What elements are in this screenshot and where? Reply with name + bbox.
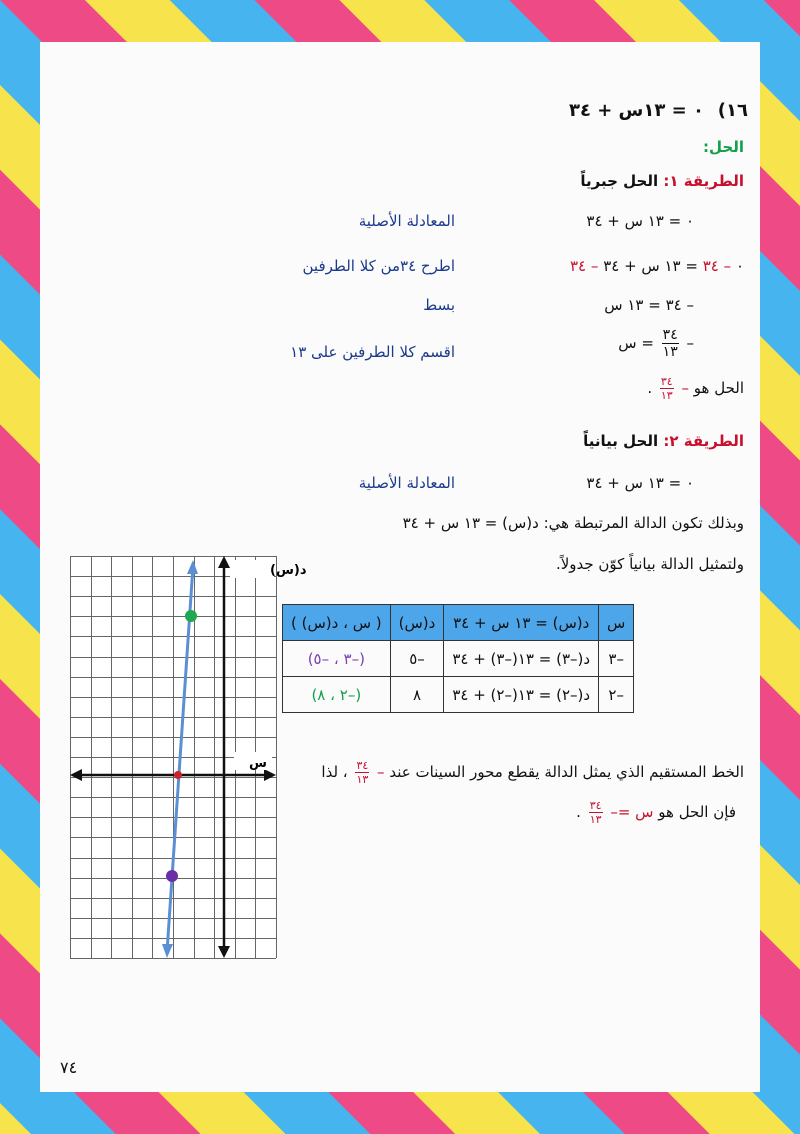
method2-note: المعادلة الأصلية: [358, 474, 455, 492]
y-axis-label: د(س): [270, 563, 307, 578]
conclusion-line1-den: ١٣: [356, 773, 369, 786]
table-cell-pair: (–٢ ، ٨): [283, 677, 391, 713]
method1-answer-num: ٣٤: [660, 375, 673, 388]
step4-eq-end: = س: [618, 334, 654, 352]
method2-title-number: الطريقة ٢:: [663, 432, 744, 450]
function-graph: [70, 556, 307, 958]
step4-equation: [618, 328, 694, 359]
method1-answer-den: ١٣: [660, 389, 673, 402]
y-label-box: [230, 560, 274, 578]
conclusion-line2-num: ٣٤: [589, 799, 602, 812]
function-statement: وبذلك تكون الدالة المرتبطة هي: د(س) = ١٣ س + ٣٤: [402, 514, 744, 532]
conclusion-line2-end: .: [576, 803, 581, 821]
step2-equation: [570, 257, 744, 275]
conclusion-line2-fraction: [589, 800, 603, 825]
conclusion-line2-start: فإن الحل هو: [658, 803, 736, 821]
table-cell-fx: ٨: [390, 677, 444, 713]
table-header-x: س: [599, 605, 634, 641]
method1-answer: [647, 376, 744, 401]
step2-eq-start: ٠: [735, 257, 744, 275]
table-cell-fx: –٥: [390, 641, 444, 677]
point-neg3-neg5: [166, 870, 178, 882]
step2-eq-red1: – ٣٤: [702, 257, 732, 275]
step2-note: اطرح ٣٤من كلا الطرفين: [302, 257, 455, 275]
conclusion-line1-start: الخط المستقيم الذي يمثل الدالة يقطع محور السينات عند: [389, 763, 744, 781]
conclusion-line1: [321, 760, 744, 785]
solution-label: الحل:: [703, 138, 744, 156]
method2-title-text: الحل بيانياً: [583, 432, 659, 450]
conclusion-line1-fraction: [355, 760, 369, 785]
step3-note: بسط: [423, 296, 455, 314]
method1-title-number: الطريقة ١:: [663, 172, 744, 190]
table-header-rule: د(س) = ١٣ س + ٣٤: [444, 605, 599, 641]
table-cell-rule: د(–٣) = ١٣(–٣) + ٣٤: [444, 641, 599, 677]
page-number: ٧٤: [60, 1058, 78, 1077]
table-row: [283, 677, 634, 713]
values-table: [282, 604, 634, 713]
step4-fraction-den: ١٣: [662, 344, 678, 360]
point-x-intercept: [174, 771, 182, 779]
problem-equation: ٠ = ١٣س + ٣٤: [568, 100, 704, 121]
method2-title: [583, 432, 744, 450]
method1-answer-prefix: الحل هو: [693, 379, 744, 397]
table-header-pair: ( س ، د(س) ): [283, 605, 391, 641]
step2-eq-red2: – ٣٤: [570, 257, 599, 275]
table-row: [283, 641, 634, 677]
step4-eq-sign: –: [686, 334, 694, 352]
table-cell-pair: (–٣ ، –٥): [283, 641, 391, 677]
table-cell-x: –٣: [599, 641, 634, 677]
method1-answer-end: .: [647, 379, 653, 397]
step4-fraction: [662, 328, 679, 359]
step1-equation: ٠ = ١٣ س + ٣٤: [586, 212, 694, 230]
conclusion-line2-red: س =–: [610, 803, 654, 821]
conclusion-line2-den: ١٣: [589, 813, 602, 826]
conclusion-line1-end: ، لذا: [321, 763, 348, 781]
table-cell-rule: د(–٢) = ١٣(–٢) + ٣٤: [444, 677, 599, 713]
table-header-row: [283, 605, 634, 641]
point-neg2-8: [185, 610, 197, 622]
x-axis-label: س: [249, 756, 267, 771]
method1-title: [580, 172, 744, 190]
step4-fraction-num: ٣٤: [662, 327, 678, 343]
step1-note: المعادلة الأصلية: [358, 212, 455, 230]
table-intro: ولتمثيل الدالة بيانياً كوّن جدولاً.: [555, 555, 744, 573]
step2-eq-mid: = ١٣ س + ٣٤: [603, 257, 698, 275]
method1-answer-sign: –: [681, 379, 689, 397]
conclusion-line1-sign: –: [377, 763, 385, 781]
conclusion-line1-num: ٣٤: [356, 759, 369, 772]
table-header-fx: د(س): [390, 605, 444, 641]
conclusion-line2: [576, 800, 736, 825]
problem-number: ١٦): [717, 100, 748, 121]
table-cell-x: –٢: [599, 677, 634, 713]
step3-equation: – ٣٤ = ١٣ س: [604, 296, 694, 314]
method1-title-text: الحل جبرياً: [580, 172, 659, 190]
method2-equation: ٠ = ١٣ س + ٣٤: [586, 474, 694, 492]
step4-note: اقسم كلا الطرفين على ١٣: [290, 343, 455, 361]
method1-answer-fraction: [660, 376, 674, 401]
